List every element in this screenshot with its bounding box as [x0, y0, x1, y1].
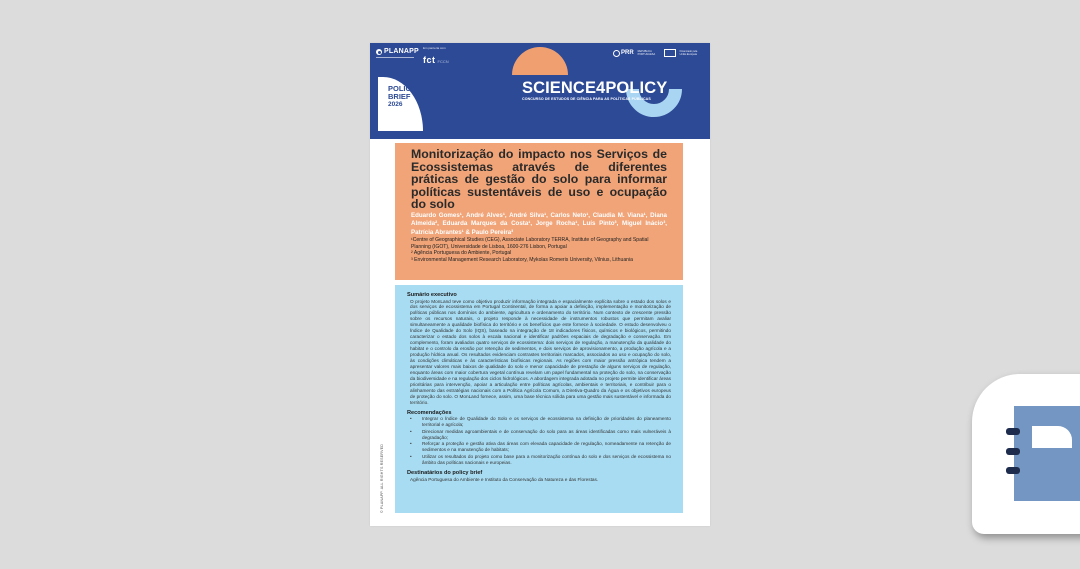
fct-logo-label: fct	[423, 55, 436, 65]
fct-partner-label: Em parceria com	[423, 46, 446, 50]
planapp-logo-icon	[376, 49, 382, 55]
affiliation-2: ² Agência Portuguesa do Ambiente, Portugal	[411, 250, 512, 257]
notebook-binding-ring-icon	[1006, 428, 1020, 435]
recommendation-item: • Direcionar medidas agroambientais e de conservação do solo para as áreas identificadas como mais vulneráveis à degradação;	[410, 429, 671, 441]
notebook-label-window-icon	[1032, 426, 1072, 448]
policy-brief-page	[370, 43, 710, 526]
recommendations-heading: Recomendações	[407, 409, 452, 416]
notebook-binding-ring-icon	[1006, 467, 1020, 474]
funding-logos	[613, 49, 698, 57]
planapp-logo-underline	[376, 57, 414, 58]
affiliation-3: ³ Environmental Management Research Laboratory, Mykolas Romeris University, Vilnius, Lithuania	[411, 256, 633, 263]
notebook-document-icon	[1014, 406, 1080, 501]
prr-logo-label: PRR	[621, 50, 634, 56]
program-title: SCIENCE4POLICY	[522, 79, 668, 97]
title-box	[395, 143, 683, 280]
policy-brief-year: 2026	[388, 101, 403, 108]
copyright-notice: © PLANAPP. ALL RIGHTS RESERVED	[380, 443, 384, 513]
eu-flag-icon	[664, 49, 676, 57]
policy-brief-line1: POLICY	[388, 84, 416, 93]
orange-half-circle-decoration	[512, 47, 568, 75]
policy-brief-line2: BRIEF	[388, 92, 411, 101]
brief-title: Monitorização do impacto nos Serviços de Ecossistemas através de diferentes práticas de gestão do solo para informar políticas sustentáveis de uso e ocupação do solo	[411, 147, 667, 212]
recipients-text: Agência Portuguesa do Ambiente e Instituto da Conservação da Natureza e das Florestas.	[410, 476, 599, 482]
fccn-label: FCCN	[437, 59, 449, 64]
prr-logo	[613, 50, 634, 57]
recommendations-list	[407, 416, 671, 465]
summary-heading: Sumário executivo	[407, 292, 457, 298]
policy-brief-label	[388, 85, 416, 109]
recommendation-item: • Integrar o Índice de Qualidade do Solo e os serviços de ecossistema na definição de prioridades do planeamento territorial e agrícola;	[410, 416, 671, 428]
summary-text: O projeto MonLand teve como objetivo produzir informação integrada e espacialmente explícita sobre o estado dos solos e dos serviços de ecossistema em Portugal Continental, de forma a apoiar a definição, implementação e monitorização de políticas públicas nos domínios do ambiente, agricultura e ordenamento do território. Num contexto de crescente pressão sobre os recursos naturais, o projeto responde à necessidade de instrumentos robustos que permitam avaliar simultaneamente a qualidade biofísica do território e os benefícios que este fornece à sociedade. O estudo desenvolveu o Índice de Qualidade do Solo (IQS), baseado na integração de 18 indicadores físicos, químicos e biológicos, permitindo caracterizar o estado dos solos à escala nacional e identificar padrões espaciais de degradação e conservação. Em complemento, foram avaliados quatro serviços de ecossistema: dois serviços de regulação, a manutenção da qualidade do habitat e o controlo da erosão por retenção de sedimentos, e dois serviços de aprovisionamento, a produção agrícola e a produção hídrica anual. Os resultados evidenciam contrastes territoriais marcados, associados ao uso e ocupação do solo, às condições climáticas e às características biofísicas regionais. As regiões com maior pressão antrópica tendem a apresentar valores mais baixos de qualidade do solo e menor capacidade de prestação de alguns serviços de regulação, enquanto áreas com maior cobertura vegetal contínua revelam um papel fundamental na proteção do solo, na conservação da biodiversidade e na regulação dos ciclos hidrológicos. A abordagem integrada adotada no projeto permite identificar áreas prioritárias para intervenção, apoiar a articulação entre políticas agrícolas, ambientais e territoriais, e contribuir para o alinhamento das estratégias nacionais com a Política Agrícola Comum, a Diretiva-Quadro da Água e os objetivos europeus de proteção do solo. O MonLand fornece, assim, uma base técnica sólida para uma gestão mais sustentável e informada do território.	[410, 298, 671, 405]
recipients-heading: Destinatários do policy brief	[407, 470, 483, 477]
planapp-logo-label: PLANAPP	[384, 48, 419, 55]
republica-portuguesa-logo: REPÚBLICA PORTUGUESA	[637, 50, 656, 56]
program-subtitle: CONCURSO DE ESTUDOS DE CIÊNCIA PARA AS POLÍTICAS PÚBLICAS	[522, 97, 651, 101]
eu-funding-label: Financiado pela União Europeia	[679, 50, 698, 56]
notebook-binding-ring-icon	[1006, 448, 1020, 455]
planapp-logo	[376, 48, 419, 55]
brief-header-banner	[370, 43, 710, 139]
prr-ring-icon	[613, 50, 620, 57]
author-list: Eduardo Gomes¹, André Alves¹, André Silva¹, Carlos Neto¹, Claudia M. Viana¹, Diana Almeida², Eduarda Marques da Costa¹, Jorge Rocha¹, Luís Pinto³, Miguel Inácio³, Patrícia Abrantes¹ & Paulo Pereira³	[411, 211, 667, 236]
fct-logo	[423, 46, 449, 68]
affiliation-1: ¹Centre of Geographical Studies (CEG), Associate Laboratory TERRA, Institute of Geography and Spatial Planning (IGOT), Universidade de Lisboa, 1600-276 Lisbon, Portugal	[411, 237, 649, 250]
recommendation-item: • Utilizar os resultados do projeto como base para a monitorização contínua do solo e dos serviços de ecossistema no âmbito das políticas nacionais e europeias.	[410, 454, 671, 466]
recommendation-item: • Reforçar a proteção e gestão ativa das áreas com elevada capacidade de regulação, nomeadamente na retenção de sedimentos e na manutenção de habitats;	[410, 441, 671, 453]
content-box	[395, 285, 683, 513]
